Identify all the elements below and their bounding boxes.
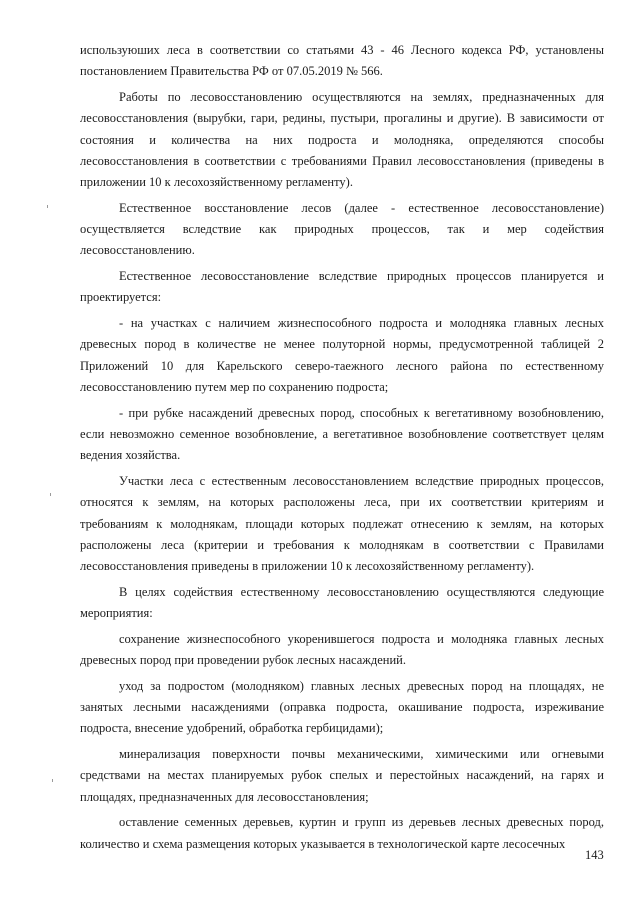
scan-speck bbox=[47, 205, 48, 208]
paragraph: Участки леса с естественным лесовосстановлением вследствие природных процессов, относятся к землям, на которых расположены леса, при их соответствии критериям и требованиям к молоднякам, площади которых подлежат отнесению к землям, на которых расположены леса (критерии и требования к молоднякам в соответствии с Правилами лесовосстановления приведены в приложении 10 к лесохозяйственному регламенту). bbox=[80, 473, 604, 574]
paragraph: уход за подростом (молодняком) главных лесных древесных пород на площадях, не занятых лесными насаждениями (оправка подроста, окашивание подроста, изреживание подроста, внесение удобрений, обработка гербицидами); bbox=[80, 678, 604, 736]
scan-speck bbox=[52, 779, 53, 782]
paragraph: Естественное восстановление лесов (далее - естественное лесовосстановление) осуществляется вследствие как природных процессов, так и мер содействия лесовосстановлению. bbox=[80, 200, 604, 258]
paragraph: Естественное лесовосстановление вследствие природных процессов планируется и проектируется: bbox=[80, 269, 604, 305]
paragraph: - при рубке насаждений древесных пород, способных к вегетативному возобновлению, если невозможно семенное возобновление, а вегетативное возобновление соответствует целям ведения хозяйства. bbox=[80, 405, 604, 463]
paragraph: сохранение жизнеспособного укоренившегося подроста и молодняка главных лесных древесных пород при проведении рубок лесных насаждений. bbox=[80, 631, 604, 668]
body-text bbox=[80, 40, 604, 859]
page-number: 143 bbox=[585, 848, 604, 862]
paragraph: используюших леса в соответствии со статьями 43 - 46 Лесного кодекса РФ, установлены постановлением Правительства РФ от 07.05.2019 № 566. bbox=[80, 43, 604, 79]
scan-speck bbox=[50, 493, 51, 496]
paragraph: минерализация поверхности почвы механическими, химическими или огневыми средствами на местах планируемых рубок спелых и перестойных насаждений, на гарях и площадях, предназначенных для лесовосстановления; bbox=[80, 747, 604, 804]
paragraph: В целях содействия естественному лесовосстановлению осуществляются следующие мероприятия: bbox=[80, 584, 604, 621]
paragraph: Работы по лесовосстановлению осуществляются на землях, предназначенных для лесовосстановления (вырубки, гари, редины, пустыри, прогалины и другие). В зависимости от состояния и количества на них подроста и молодняка, определяются способы лесовосстановления в соответствии с требованиями Правил лесовосстановления (приведены в приложении 10 к лесохозяйственному регламенту). bbox=[80, 89, 604, 190]
paragraph: - на участках с наличием жизнеспособного подроста и молодняка главных лесных древесных пород в количестве не менее полуторной нормы, предусмотренной таблицей 2 Приложений 10 для Карельского северо-таежного лесного района по естественному лесовосстановлению путем мер по сохранению подроста; bbox=[80, 316, 604, 395]
paragraph: оставление семенных деревьев, куртин и групп из деревьев лесных древесных пород, количество и схема размещения которых указывается в технологической карте лесосечных bbox=[80, 815, 604, 851]
